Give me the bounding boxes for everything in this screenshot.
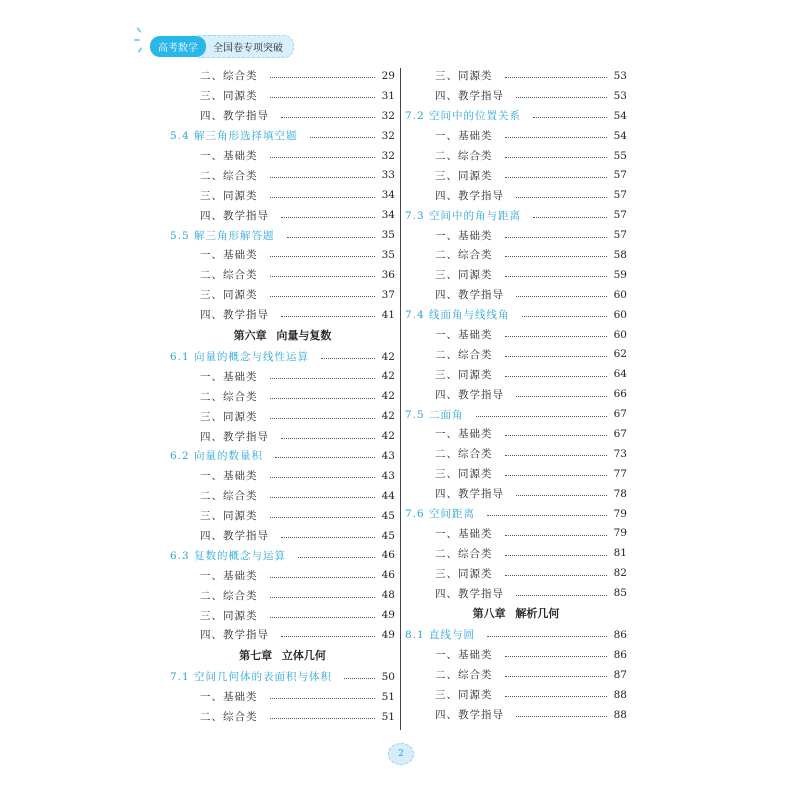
toc-section-entry[interactable] [170,545,395,565]
entry-page-number: 67 [613,427,627,440]
entry-page-number: 57 [613,169,627,182]
entry-page-number: 35 [381,229,395,242]
toc-item-entry[interactable] [170,565,395,585]
entry-title: 四、教学指导 [200,209,269,222]
entry-page-number: 62 [613,348,627,361]
entry-title: 7.4 线面角与线线角 [405,309,510,322]
entry-page-number: 67 [613,408,627,421]
dot-leader [505,555,608,556]
entry-title: 一、基础类 [200,691,258,704]
entry-title: 三、同源类 [200,510,258,523]
toc-section-entry[interactable] [405,106,627,126]
dot-leader [505,696,608,697]
toc-section-entry[interactable] [170,126,395,146]
entry-page-number: 36 [381,268,395,281]
entry-title: 三、同源类 [435,269,493,282]
entry-title: 二、综合类 [200,169,258,182]
toc-item-entry[interactable] [170,265,395,285]
entry-title: 四、教学指导 [200,309,269,322]
dot-leader [270,477,376,478]
toc-section-entry[interactable] [405,305,627,325]
entry-title: 一、基础类 [435,329,493,342]
dot-leader [270,398,376,399]
entry-title: 7.3 空间中的角与距离 [405,209,522,222]
entry-title: 二、综合类 [435,150,493,162]
dot-leader [516,495,607,496]
dot-leader [270,157,376,158]
dot-leader [505,256,608,257]
entry-title: 6.1 向量的概念与线性运算 [170,351,310,364]
entry-title: 三、同源类 [435,70,493,83]
entry-title: 一、基础类 [200,470,258,483]
entry-page-number: 53 [613,89,627,102]
entry-title: 三、同源类 [200,609,258,622]
dot-leader [270,497,376,498]
entry-title: 四、教学指导 [200,530,269,543]
entry-title: 6.3 复数的概念与运算 [170,549,287,562]
series-label: 高考数学 [150,36,206,57]
entry-page-number: 45 [381,529,395,542]
toc-section-entry[interactable] [170,446,395,466]
entry-page-number: 54 [613,109,627,122]
entry-title: 5.4 解三角形选择填空题 [170,130,298,143]
dot-leader [505,237,608,238]
entry-page-number: 34 [381,189,395,202]
entry-title: 三、同源类 [200,410,258,423]
entry-title: 一、基础类 [435,527,493,540]
entry-page-number: 60 [613,288,627,301]
dot-leader [533,117,607,118]
toc-item-entry[interactable] [170,605,395,625]
entry-title: 二、综合类 [200,269,258,282]
dot-leader [487,515,607,516]
entry-page-number: 88 [613,688,627,701]
entry-page-number: 45 [381,509,395,522]
entry-title: 二、综合类 [435,348,493,361]
entry-page-number: 31 [381,89,395,102]
entry-page-number: 42 [381,370,395,383]
toc-item-entry[interactable] [405,543,627,563]
toc-item-entry[interactable] [405,126,627,146]
entry-title: 二、综合类 [200,70,258,83]
toc-item-entry[interactable] [170,305,395,325]
toc-item-entry[interactable] [170,426,395,446]
entry-page-number: 49 [381,609,395,622]
entry-title: 三、同源类 [435,689,493,702]
entry-title: 四、教学指导 [435,189,504,202]
entry-title: 二、综合类 [200,711,258,724]
entry-title: 二、综合类 [435,669,493,682]
chapter-heading: 第八章 解析几何 [472,607,560,621]
entry-page-number: 58 [613,248,627,261]
column-divider [400,68,401,730]
toc-item-entry[interactable] [405,86,627,106]
entry-title: 四、教学指导 [435,90,504,103]
entry-title: 二、综合类 [435,249,493,262]
toc-item-entry[interactable] [405,583,627,603]
book-title: 全国卷专项突破 [198,35,294,58]
toc-item-entry[interactable] [170,245,395,265]
dot-leader [505,575,608,576]
entry-page-number: 85 [613,587,627,600]
chapter-heading: 第七章 立体几何 [239,648,326,662]
dot-leader [270,617,376,618]
dot-leader [270,718,376,719]
entry-page-number: 41 [381,308,395,321]
entry-page-number: 51 [381,710,395,723]
toc-item-entry[interactable] [170,86,395,106]
dot-leader [287,237,375,238]
entry-title: 一、基础类 [200,249,258,262]
toc-item-entry[interactable] [405,66,627,86]
dot-leader [505,376,608,377]
dot-leader [270,77,376,78]
entry-title: 6.2 向量的数量积 [170,450,264,463]
entry-page-number: 79 [613,507,627,520]
entry-title: 二、综合类 [435,547,493,560]
toc-item-entry[interactable] [405,185,627,205]
entry-page-number: 32 [381,109,395,122]
dot-leader [298,557,375,558]
dot-leader [516,296,607,297]
dot-leader [505,157,608,158]
entry-page-number: 53 [613,69,627,82]
entry-title: 三、同源类 [200,289,258,302]
dot-leader [516,97,607,98]
entry-title: 一、基础类 [200,370,258,383]
dot-leader [281,217,375,218]
toc-item-entry[interactable] [170,366,395,386]
toc-item-entry[interactable] [405,285,627,305]
toc-item-entry[interactable] [405,146,627,166]
dot-leader [270,577,376,578]
entry-page-number: 77 [613,467,627,480]
toc-item-entry[interactable] [170,146,395,166]
entry-title: 7.2 空间中的位置关系 [405,110,522,123]
entry-page-number: 48 [381,589,395,602]
dot-leader [270,97,376,98]
entry-title: 7.1 空间几何体的表面积与体积 [170,671,333,684]
dot-leader [505,455,608,456]
entry-title: 8.1 直线与圆 [405,629,476,642]
toc-section-entry[interactable] [170,347,395,367]
entry-title: 三、同源类 [435,169,493,182]
entry-page-number: 54 [613,129,627,142]
toc-item-entry[interactable] [405,563,627,583]
toc-item-entry[interactable] [405,665,627,685]
entry-title: 5.5 解三角形解答题 [170,229,275,242]
entry-title: 一、基础类 [435,649,493,662]
dot-leader [505,435,608,436]
entry-title: 四、教学指导 [200,110,269,123]
entry-page-number: 49 [381,628,395,641]
dot-leader [270,197,376,198]
entry-page-number: 42 [381,410,395,423]
dot-leader [281,636,375,637]
entry-page-number: 32 [381,129,395,142]
entry-page-number: 57 [613,209,627,222]
entry-title: 二、综合类 [435,448,493,461]
dot-leader [270,177,376,178]
entry-title: 三、同源类 [200,90,258,103]
entry-title: 一、基础类 [435,130,493,143]
dot-leader [270,698,376,699]
entry-title: 三、同源类 [200,189,258,202]
entry-title: 四、教学指导 [435,587,504,600]
toc-item-entry[interactable] [170,185,395,205]
toc-item-entry[interactable] [170,687,395,707]
toc-item-entry[interactable] [405,464,627,484]
dot-leader [281,438,375,439]
dot-leader [516,396,607,397]
toc-item-entry[interactable] [170,165,395,185]
dot-leader [487,636,607,637]
dot-leader [476,416,607,417]
entry-title: 四、教学指导 [435,388,504,401]
entry-page-number: 51 [381,690,395,703]
entry-page-number: 34 [381,209,395,222]
toc-section-entry[interactable] [405,625,627,645]
entry-page-number: 79 [613,527,627,540]
toc-item-entry[interactable] [170,386,395,406]
entry-page-number: 87 [613,668,627,681]
entry-title: 二、综合类 [200,490,258,503]
dot-leader [281,316,375,317]
entry-page-number: 57 [613,229,627,242]
entry-title: 二、综合类 [200,390,258,403]
toc-item-entry[interactable] [170,66,395,86]
entry-page-number: 32 [381,149,395,162]
entry-title: 7.6 空间距离 [405,508,476,521]
header-banner [150,35,294,58]
dot-leader [270,256,376,257]
dot-leader [516,595,607,596]
toc-item-entry[interactable] [405,484,627,504]
entry-title: 三、同源类 [435,567,493,580]
toc-item-entry[interactable] [170,406,395,426]
toc-item-entry[interactable] [405,705,627,725]
dot-leader [505,177,608,178]
toc-section-entry[interactable] [405,504,627,524]
dot-leader [310,137,375,138]
dot-leader [505,77,608,78]
dot-leader [505,276,608,277]
dot-leader [505,336,608,337]
toc-item-entry[interactable] [405,225,627,245]
toc-item-entry[interactable] [405,165,627,185]
entry-page-number: 86 [613,628,627,641]
dot-leader [344,678,375,679]
toc-item-entry[interactable] [405,424,627,444]
entry-page-number: 60 [613,328,627,341]
dot-leader [505,475,608,476]
entry-title: 四、教学指导 [435,709,504,722]
toc-item-entry[interactable] [405,364,627,384]
toc-item-entry[interactable] [170,526,395,546]
dot-leader [281,537,375,538]
chapter-heading: 第六章 向量与复数 [233,328,332,342]
toc-item-entry[interactable] [170,506,395,526]
toc-section-entry[interactable] [405,404,627,424]
toc-item-entry[interactable] [170,486,395,506]
entry-page-number: 42 [381,350,395,363]
entry-page-number: 50 [381,670,395,683]
dot-leader [505,356,608,357]
sun-rays-icon [136,27,150,57]
dot-leader [281,117,375,118]
entry-title: 一、基础类 [200,150,258,162]
entry-page-number: 64 [613,368,627,381]
dot-leader [321,358,375,359]
dot-leader [516,197,607,198]
entry-page-number: 35 [381,248,395,261]
toc-item-entry[interactable] [405,265,627,285]
entry-page-number: 78 [613,487,627,500]
toc-section-entry[interactable] [170,225,395,245]
toc-item-entry[interactable] [170,585,395,605]
entry-page-number: 82 [613,567,627,580]
entry-title: 7.5 二面角 [405,408,464,421]
dot-leader [533,217,607,218]
entry-page-number: 60 [613,308,627,321]
dot-leader [275,457,375,458]
dot-leader [270,517,376,518]
entry-page-number: 37 [381,288,395,301]
entry-page-number: 86 [613,648,627,661]
toc-item-entry[interactable] [405,344,627,364]
entry-title: 四、教学指导 [435,289,504,302]
entry-page-number: 73 [613,447,627,460]
entry-page-number: 43 [381,449,395,462]
toc-left-column [170,66,395,727]
entry-page-number: 66 [613,388,627,401]
toc-item-entry[interactable] [405,325,627,345]
toc-item-entry[interactable] [405,444,627,464]
dot-leader [522,316,607,317]
entry-page-number: 57 [613,189,627,202]
entry-title: 一、基础类 [200,569,258,582]
entry-title: 二、综合类 [200,589,258,602]
dot-leader [270,597,376,598]
entry-page-number: 42 [381,390,395,403]
toc-item-entry[interactable] [170,106,395,126]
entry-page-number: 46 [381,549,395,562]
toc-right-column [405,66,627,725]
toc-item-entry[interactable] [405,384,627,404]
entry-page-number: 43 [381,469,395,482]
toc-item-entry[interactable] [170,707,395,727]
entry-page-number: 55 [613,149,627,162]
entry-title: 四、教学指导 [435,488,504,501]
dot-leader [270,296,376,297]
entry-page-number: 42 [381,430,395,443]
toc-item-entry[interactable] [405,645,627,665]
entry-title: 三、同源类 [435,468,493,481]
entry-title: 四、教学指导 [200,430,269,443]
entry-page-number: 46 [381,569,395,582]
toc-item-entry[interactable] [170,205,395,225]
entry-page-number: 88 [613,708,627,721]
toc-item-entry[interactable] [170,466,395,486]
toc-item-entry[interactable] [405,523,627,543]
dot-leader [270,276,376,277]
entry-page-number: 29 [381,69,395,82]
dot-leader [505,137,608,138]
entry-page-number: 33 [381,169,395,182]
entry-title: 三、同源类 [435,368,493,381]
entry-page-number: 59 [613,268,627,281]
toc-section-entry[interactable] [405,205,627,225]
entry-title: 一、基础类 [435,229,493,242]
toc-section-entry[interactable] [170,667,395,687]
toc-item-entry[interactable] [170,285,395,305]
entry-page-number: 81 [613,547,627,560]
dot-leader [270,418,376,419]
dot-leader [516,716,607,717]
entry-title: 一、基础类 [435,428,493,441]
entry-title: 四、教学指导 [200,629,269,642]
page-number: 2 [388,743,414,765]
dot-leader [505,676,608,677]
toc-item-entry[interactable] [405,245,627,265]
dot-leader [270,378,376,379]
dot-leader [505,535,608,536]
toc-item-entry[interactable] [170,625,395,645]
dot-leader [505,656,608,657]
entry-page-number: 44 [381,489,395,502]
toc-item-entry[interactable] [405,685,627,705]
